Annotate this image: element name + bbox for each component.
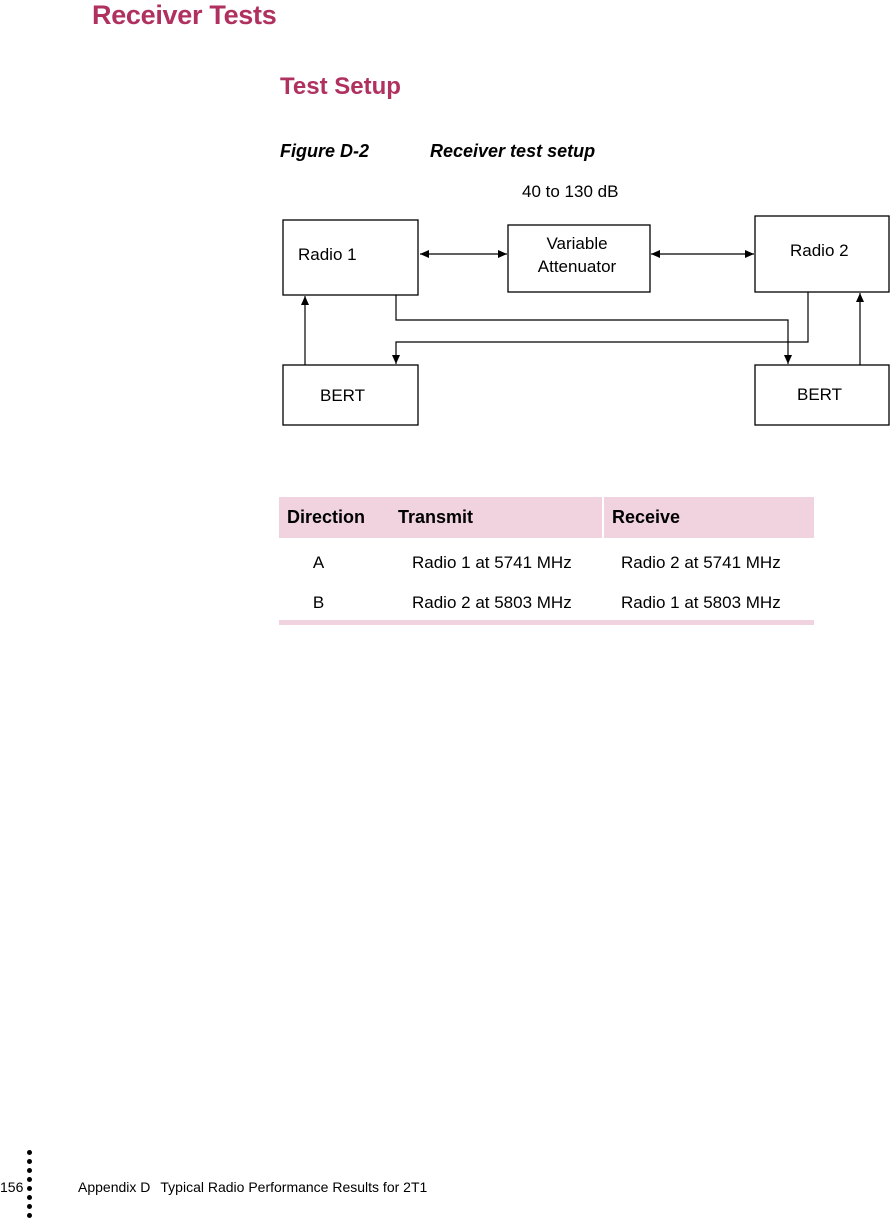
radio1-label: Radio 1 xyxy=(298,245,357,264)
column-header-direction: Direction xyxy=(279,497,390,538)
subsection-heading: Test Setup xyxy=(280,73,401,100)
receiver-test-diagram xyxy=(0,0,891,440)
cell-receive: Radio 2 at 5741 MHz xyxy=(621,552,781,572)
frequency-table xyxy=(279,497,814,624)
attenuator-label-line2: Attenuator xyxy=(537,257,617,276)
table-row xyxy=(279,538,814,581)
footer-title: Typical Radio Performance Results for 2T1 xyxy=(160,1179,428,1195)
cell-direction: B xyxy=(312,592,325,612)
running-footer xyxy=(78,1179,427,1195)
bert-left-label: BERT xyxy=(320,386,366,405)
table-bottom-rule xyxy=(279,620,814,625)
bert-right-label: BERT xyxy=(797,385,843,404)
cell-transmit: Radio 2 at 5803 MHz xyxy=(412,592,572,612)
link-radio1-to-bert-right xyxy=(396,295,788,364)
column-header-receive: Receive xyxy=(603,497,814,538)
cell-transmit: Radio 1 at 5741 MHz xyxy=(412,552,572,572)
cell-direction: A xyxy=(312,552,325,572)
page-number: 156 xyxy=(0,1179,24,1195)
footer-appendix: Appendix D xyxy=(78,1179,151,1195)
attenuation-label: 40 to 130 dB xyxy=(522,182,619,201)
figure-number: Figure D-2 xyxy=(280,141,370,161)
cell-receive: Radio 1 at 5803 MHz xyxy=(621,592,781,612)
figure-title: Receiver test setup xyxy=(430,141,596,161)
radio2-label: Radio 2 xyxy=(790,241,849,260)
table-row xyxy=(279,581,814,624)
column-header-transmit: Transmit xyxy=(390,497,603,538)
section-heading: Receiver Tests xyxy=(92,0,277,30)
margin-dots xyxy=(26,1150,34,1222)
attenuator-label-line1: Variable xyxy=(546,234,608,253)
link-radio2-to-bert-left xyxy=(396,292,808,364)
